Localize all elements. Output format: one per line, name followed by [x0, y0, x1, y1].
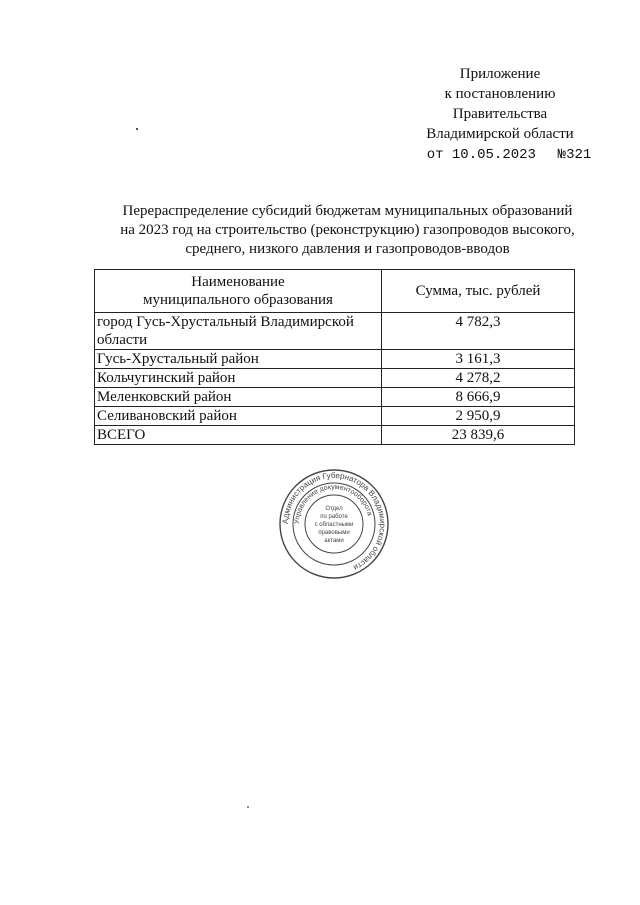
- subsidy-table: [94, 269, 575, 445]
- table-row: [95, 369, 575, 388]
- stamp-middle-text-path: Управление документооборота: [293, 483, 373, 525]
- stamp-center-line: правовыми: [318, 530, 350, 536]
- municipality-name: город Гусь-Хрустальный Владимирской области: [95, 313, 382, 350]
- municipality-name: Селивановский район: [95, 407, 382, 426]
- document-title: [95, 202, 600, 259]
- table-header-row: [95, 270, 575, 313]
- table-row: [95, 407, 575, 426]
- total-amount: 23 839,6: [382, 426, 575, 445]
- appendix-header: [400, 64, 600, 165]
- subsidy-amount: 2 950,9: [382, 407, 575, 426]
- subsidy-amount: 4 782,3: [382, 313, 575, 350]
- appendix-date-number: [400, 144, 600, 165]
- decree-date: от 10.05.2023: [426, 147, 536, 163]
- subsidy-amount: 8 666,9: [382, 388, 575, 407]
- title-line-2: на 2023 год на строительство (реконструкцию) газопроводов высокого,: [120, 222, 575, 238]
- total-label: ВСЕГО: [95, 426, 382, 445]
- appendix-authority: Правительства: [452, 106, 548, 122]
- official-stamp: [278, 468, 390, 580]
- column-header-name-line2: муниципального образования: [143, 292, 333, 308]
- total-row: [95, 426, 575, 445]
- title-line-3: среднего, низкого давления и газопроводов-вводов: [185, 241, 510, 257]
- appendix-region: Владимирской области: [426, 126, 574, 142]
- stamp-center-line: по работе: [320, 514, 348, 520]
- subsidy-amount: 3 161,3: [382, 350, 575, 369]
- stamp-center-line: актами: [324, 538, 344, 544]
- scan-speck: [247, 806, 249, 808]
- table-row: [95, 313, 575, 350]
- municipality-name: Меленковский район: [95, 388, 382, 407]
- title-line-1: Перераспределение субсидий бюджетам муниципальных образований: [122, 203, 573, 219]
- decree-number: №321: [557, 147, 592, 163]
- scan-speck: [136, 128, 138, 130]
- column-header-amount: Сумма, тыс. рублей: [382, 270, 575, 313]
- municipality-name: Кольчугинский район: [95, 369, 382, 388]
- stamp-center-line: Отдел: [325, 506, 343, 512]
- appendix-ref-line: к постановлению: [444, 86, 556, 102]
- stamp-center-line: с областными: [314, 522, 354, 528]
- table-row: [95, 350, 575, 369]
- municipality-name: Гусь-Хрустальный район: [95, 350, 382, 369]
- appendix-label: Приложение: [459, 66, 541, 82]
- table-row: [95, 388, 575, 407]
- stamp-outer-text-path: Администрация Губернатора Владимирской области: [280, 470, 388, 573]
- subsidy-amount: 4 278,2: [382, 369, 575, 388]
- column-header-name: [95, 270, 382, 313]
- column-header-name-line1: Наименование: [191, 274, 285, 290]
